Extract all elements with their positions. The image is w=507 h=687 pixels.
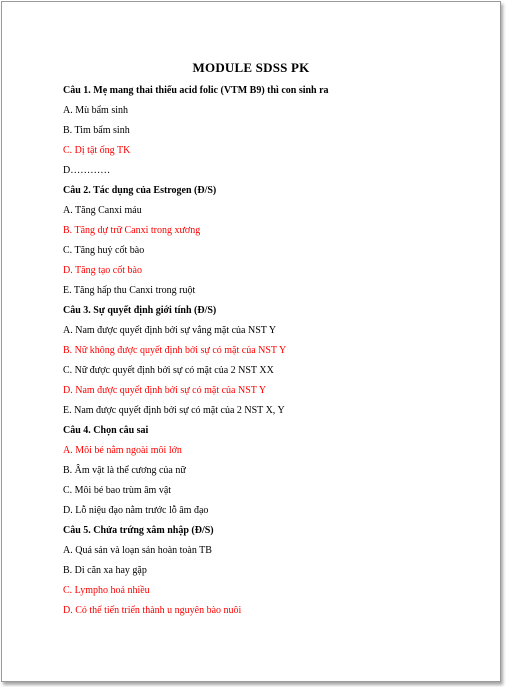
question-1-option-3: C. Dị tật ống TK bbox=[63, 145, 131, 156]
question-2-heading: Câu 2. Tác dụng của Estrogen (Đ/S) bbox=[63, 185, 217, 196]
document-title: MODULE SDSS PK bbox=[192, 60, 310, 75]
question-5-option-4: D. Có thể tiến triển thành u nguyên bào nuôi bbox=[63, 605, 242, 616]
question-4-option-2: B. Âm vật là thể cương của nữ bbox=[63, 465, 186, 476]
question-3-option-2: B. Nữ không được quyết định bởi sự có mặt của NST Y bbox=[63, 345, 287, 356]
question-1-option-2: B. Tim bẩm sinh bbox=[63, 125, 130, 136]
question-5-option-1: A. Quá sản và loạn sản hoàn toàn TB bbox=[63, 545, 212, 556]
question-list bbox=[63, 84, 480, 624]
question-4-option-4: D. Lỗ niệu đạo nằm trước lỗ âm đạo bbox=[63, 505, 209, 516]
question-2-option-3: C. Tăng huỷ cốt bào bbox=[63, 245, 145, 256]
document-page bbox=[1, 1, 501, 682]
question-4-option-1: A. Môi bé nằm ngoài môi lớn bbox=[63, 445, 182, 456]
question-4-heading: Câu 4. Chọn câu sai bbox=[63, 425, 149, 436]
question-5-option-2: B. Di căn xa hay gặp bbox=[63, 565, 147, 576]
question-4-option-3: C. Môi bé bao trùm âm vật bbox=[63, 485, 172, 496]
question-3-option-3: C. Nữ được quyết định bởi sự có mặt của 2 NST XX bbox=[63, 365, 274, 376]
question-2-option-5: E. Tăng hấp thu Canxi trong ruột bbox=[63, 285, 196, 296]
question-1-option-1: A. Mù bẩm sinh bbox=[63, 105, 128, 116]
question-5-option-3: C. Lympho hoá nhiều bbox=[63, 585, 150, 596]
question-5-heading: Câu 5. Chửa trứng xâm nhập (Đ/S) bbox=[63, 525, 214, 536]
question-2-option-1: A. Tăng Canxi máu bbox=[63, 205, 142, 216]
question-3-option-5: E. Nam được quyết định bởi sự có mặt của 2 NST X, Y bbox=[63, 405, 285, 416]
question-1-heading: Câu 1. Mẹ mang thai thiếu acid folic (VTM B9) thì con sinh ra bbox=[63, 85, 329, 96]
question-3-heading: Câu 3. Sự quyết định giới tính (Đ/S) bbox=[63, 305, 217, 316]
question-3-option-4: D. Nam được quyết định bởi sự có mặt của NST Y bbox=[63, 385, 267, 396]
question-1-option-4: D………… bbox=[63, 165, 111, 176]
question-3-option-1: A. Nam được quyết định bởi sự vắng mặt của NST Y bbox=[63, 325, 277, 336]
question-2-option-2: B. Tăng dự trữ Canxi trong xương bbox=[63, 225, 201, 236]
question-2-option-4: D. Tăng tạo cốt bào bbox=[63, 265, 142, 276]
